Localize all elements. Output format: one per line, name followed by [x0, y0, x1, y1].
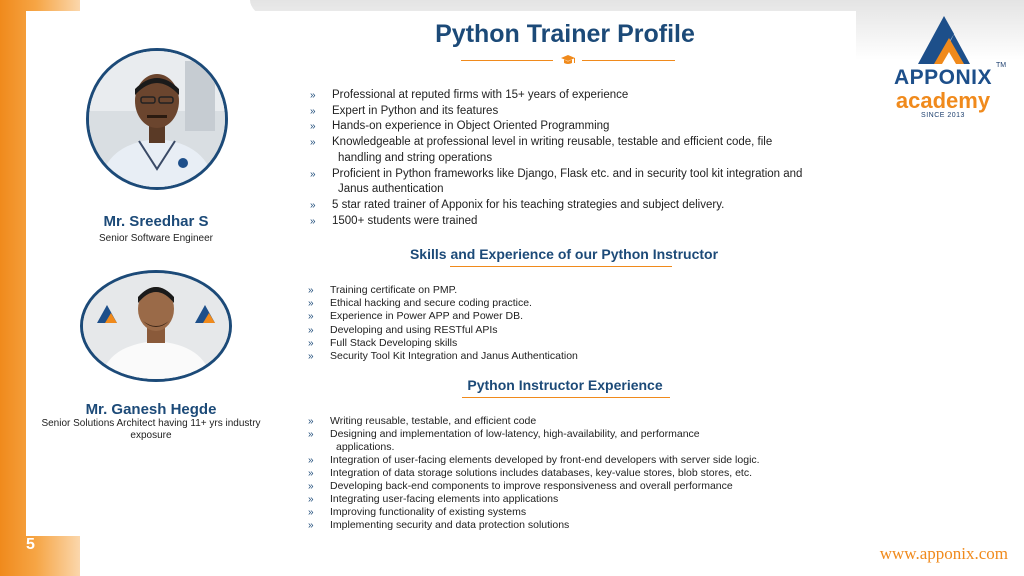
trainer-name-2: Mr. Ganesh Hegde — [85, 401, 217, 418]
bullet-marker: » — [308, 494, 314, 505]
list-item: » 1500+ students were trained — [310, 214, 840, 230]
list-item: » Security Tool Kit Integration and Janus Authentication — [308, 350, 578, 363]
list-item: » Professional at reputed firms with 15+ years of experience — [310, 88, 840, 104]
experience-list — [308, 415, 848, 532]
list-item: » Integration of user-facing elements developed by front-end developers with server side logic. — [308, 454, 760, 466]
bullet-marker: » — [308, 416, 314, 427]
bullet-marker: » — [310, 199, 316, 211]
trainer-role-2: Senior Solutions Architect having 11+ yrs industry exposure — [41, 418, 261, 441]
bullet-marker: » — [310, 168, 316, 180]
bullet-marker: » — [310, 121, 316, 133]
bullet-marker: » — [310, 90, 316, 101]
bullet-marker: » — [308, 351, 314, 363]
list-item: » Implementing security and data protection solutions — [308, 519, 570, 531]
bullet-marker: » — [308, 468, 314, 479]
bullet-marker: » — [308, 298, 314, 310]
title-divider-right — [582, 60, 675, 61]
list-item: » Training certificate on PMP. — [308, 284, 458, 296]
profile-list — [310, 88, 840, 229]
bullet-marker: » — [308, 337, 314, 349]
slide-number: 5 — [26, 536, 35, 553]
bullet-marker: » — [308, 507, 314, 518]
list-item: » Expert in Python and its features — [310, 104, 840, 120]
list-item: » Integration of data storage solutions includes databases, key-value stores, blob stores, etc. — [308, 467, 752, 479]
bullet-marker: » — [308, 311, 314, 323]
logo-trademark: TM — [996, 62, 1007, 69]
title-divider-left — [461, 60, 553, 61]
list-item: » Integrating user-facing elements into applications — [308, 493, 559, 505]
bullet-marker: » — [308, 324, 314, 336]
section-divider — [462, 397, 670, 398]
section-divider — [450, 266, 672, 267]
website-link[interactable]: www.apponix.com — [879, 544, 1008, 563]
section-title-skills: Skills and Experience of our Python Instructor — [409, 246, 719, 262]
page-title: Python Trainer Profile — [435, 20, 695, 48]
list-item: » Ethical hacking and secure coding practice. — [308, 297, 532, 310]
bullet-marker: » — [310, 215, 316, 227]
list-item: » Designing and implementation of low-latency, high-availability, and performance applications. — [308, 428, 700, 453]
list-item: » Developing and using RESTful APIs — [308, 323, 498, 336]
list-item: » Full Stack Developing skills — [308, 336, 458, 349]
trainer-portrait-icon — [83, 273, 229, 379]
bullet-marker: » — [308, 429, 314, 440]
section-title-experience: Python Instructor Experience — [467, 377, 663, 393]
trainer-photo-sreedhar — [86, 48, 228, 190]
bullet-marker: » — [310, 105, 316, 117]
bullet-marker: » — [308, 285, 314, 296]
apponix-logo-mark-icon — [916, 14, 972, 66]
list-item: » Experience in Power APP and Power DB. — [308, 310, 523, 323]
bullet-marker: » — [308, 481, 314, 492]
list-item: » Hands-on experience in Object Oriented Programming — [310, 119, 840, 135]
bullet-marker: » — [310, 137, 316, 149]
list-item: » Proficient in Python frameworks like Django, Flask etc. and in security tool kit integration and Janus authentication — [310, 167, 803, 196]
logo-name: APPONIX — [893, 66, 993, 89]
trainer-role-1: Senior Software Engineer — [99, 233, 213, 244]
list-item: » Developing back-end components to improve responsiveness and overall performance — [308, 480, 733, 492]
trainer-portrait-icon — [89, 51, 225, 187]
list-item: » Improving functionality of existing systems — [308, 506, 527, 518]
bullet-marker: » — [308, 520, 314, 531]
list-item: » Knowledgeable at professional level in writing reusable, testable and efficient code, file handling and string operations — [310, 136, 773, 164]
trainer-name-1: Mr. Sreedhar S — [103, 213, 209, 230]
logo-since: SINCE 2013 — [921, 112, 965, 119]
trainer-photo-ganesh — [80, 270, 232, 382]
bullet-marker: » — [308, 455, 314, 466]
apponix-logo — [884, 14, 1014, 124]
graduation-cap-icon — [560, 53, 576, 67]
list-item: » Writing reusable, testable, and efficient code — [308, 415, 537, 427]
logo-tagline: academy — [895, 88, 991, 113]
skills-list — [308, 284, 808, 363]
list-item: » 5 star rated trainer of Apponix for his teaching strategies and subject delivery. — [310, 198, 840, 214]
